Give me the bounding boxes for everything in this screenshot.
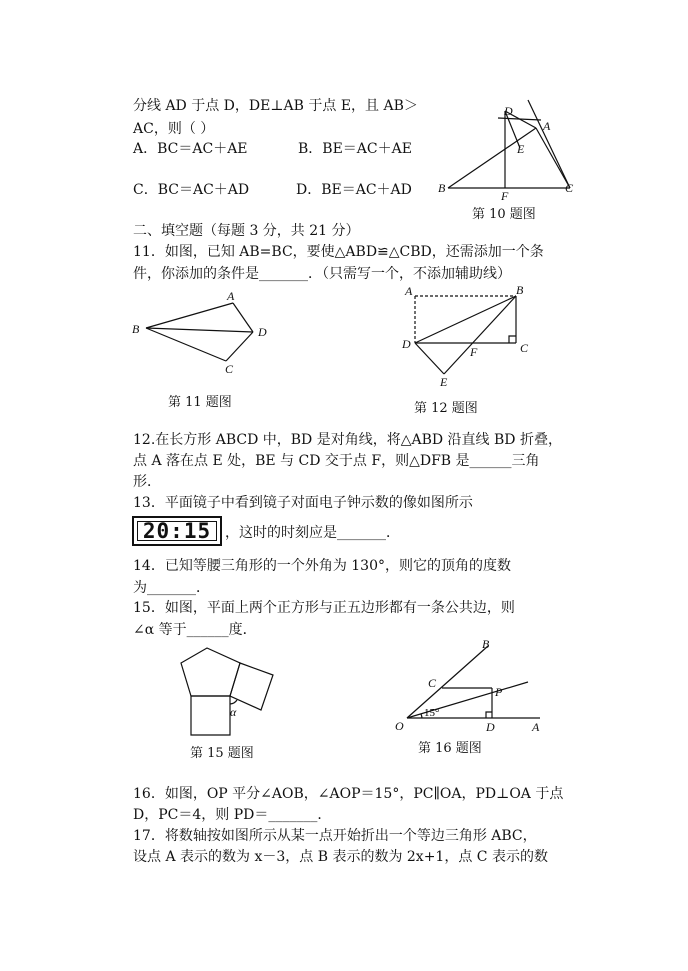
q14-line2: 为_______． [133,580,210,596]
q10-caption: 第 10 题图 [472,207,536,222]
q10-label-b: B [438,181,446,195]
q10-label-d: D [504,104,513,118]
q12-label-d: D [402,337,411,351]
section-heading: 二、填空题（每题 3 分，共 21 分） [133,223,360,239]
q11-label-c: C [225,362,234,376]
digital-clock-image [132,516,222,546]
q12-label-e: E [440,375,448,389]
q10-option-a: A．BC＝AC＋AE [133,141,248,157]
q17-line1: 17．将数轴按如图所示从某一点开始折出一个等边三角形 ABC， [133,828,537,844]
q12-line1: 12.在长方形 ABCD 中，BD 是对角线，将△ABD 沿直线 BD 折叠， [133,432,562,448]
q16-line1: 16．如图，OP 平分∠AOB，∠AOP＝15°，PC∥OA，PD⊥OA 于点 [133,786,564,802]
q12-line2: 点 A 落在点 E 处，BE 与 CD 交于点 F，则△DFB 是______三角 [133,453,540,469]
q16-caption: 第 16 题图 [418,741,482,756]
q11-figure [128,285,278,380]
q16-label-c: C [428,676,437,690]
q12-figure [398,282,533,390]
q17-line2: 设点 A 表示的数为 x－3，点 B 表示的数为 2x+1，点 C 表示的数 [133,849,548,865]
q10-label-f: F [501,189,509,203]
q10-figure [430,96,590,206]
q16-figure [390,632,550,734]
q11-label-a: A [227,289,235,303]
q10-line1: 分线 AD 于点 D，DE⊥AB 于点 E，且 AB＞ [133,98,418,114]
q13-line2: ，这时的时刻应是_______． [225,525,400,541]
q14-line1: 14．已知等腰三角形的一个外角为 130°，则它的顶角的度数 [133,558,511,574]
q11-label-d: D [258,325,267,339]
q15-line2: ∠α 等于______度． [133,622,257,638]
q11-line2: 件，你添加的条件是_______．（只需写一个，不添加辅助线） [133,266,511,282]
q16-label-angle: 15° [424,707,440,719]
q15-label-alpha: α [230,705,237,719]
q16-label-d: D [486,720,495,734]
q12-line3: 形． [133,474,161,490]
q13-line1: 13．平面镜子中看到镜子对面电子钟示数的像如图所示 [133,495,473,511]
q16-label-a: A [532,720,540,734]
q12-label-c: C [520,341,529,355]
q11-caption: 第 11 题图 [168,395,232,410]
q12-label-b: B [516,283,524,297]
q16-label-o: O [395,719,404,733]
q16-line2: D，PC＝4，则 PD＝_______． [133,807,332,823]
q12-caption: 第 12 题图 [414,401,478,416]
q10-line2: AC，则（ ） [133,121,215,137]
q10-label-e: E [517,142,525,156]
q12-label-a: A [405,284,413,298]
q11-line1: 11．如图，已知 AB=BC，要使△ABD≌△CBD，还需添加一个条 [133,244,544,260]
q10-label-a: A [543,119,551,133]
q12-label-f: F [470,345,478,359]
q16-label-p: P [495,685,503,699]
q15-figure [170,642,280,742]
q10-label-c: C [565,181,574,195]
q10-option-c: C．BC＝AC＋AD [133,182,250,198]
q16-label-b: B [482,637,490,651]
q10-option-d: D．BE＝AC＋AD [296,182,412,198]
q10-option-b: B．BE＝AC＋AE [298,141,412,157]
q11-label-b: B [132,322,140,336]
q15-line1: 15．如图，平面上两个正方形与正五边形都有一条公共边，则 [133,600,515,616]
q15-caption: 第 15 题图 [190,746,254,761]
clock-display: 20:15 [137,521,217,541]
